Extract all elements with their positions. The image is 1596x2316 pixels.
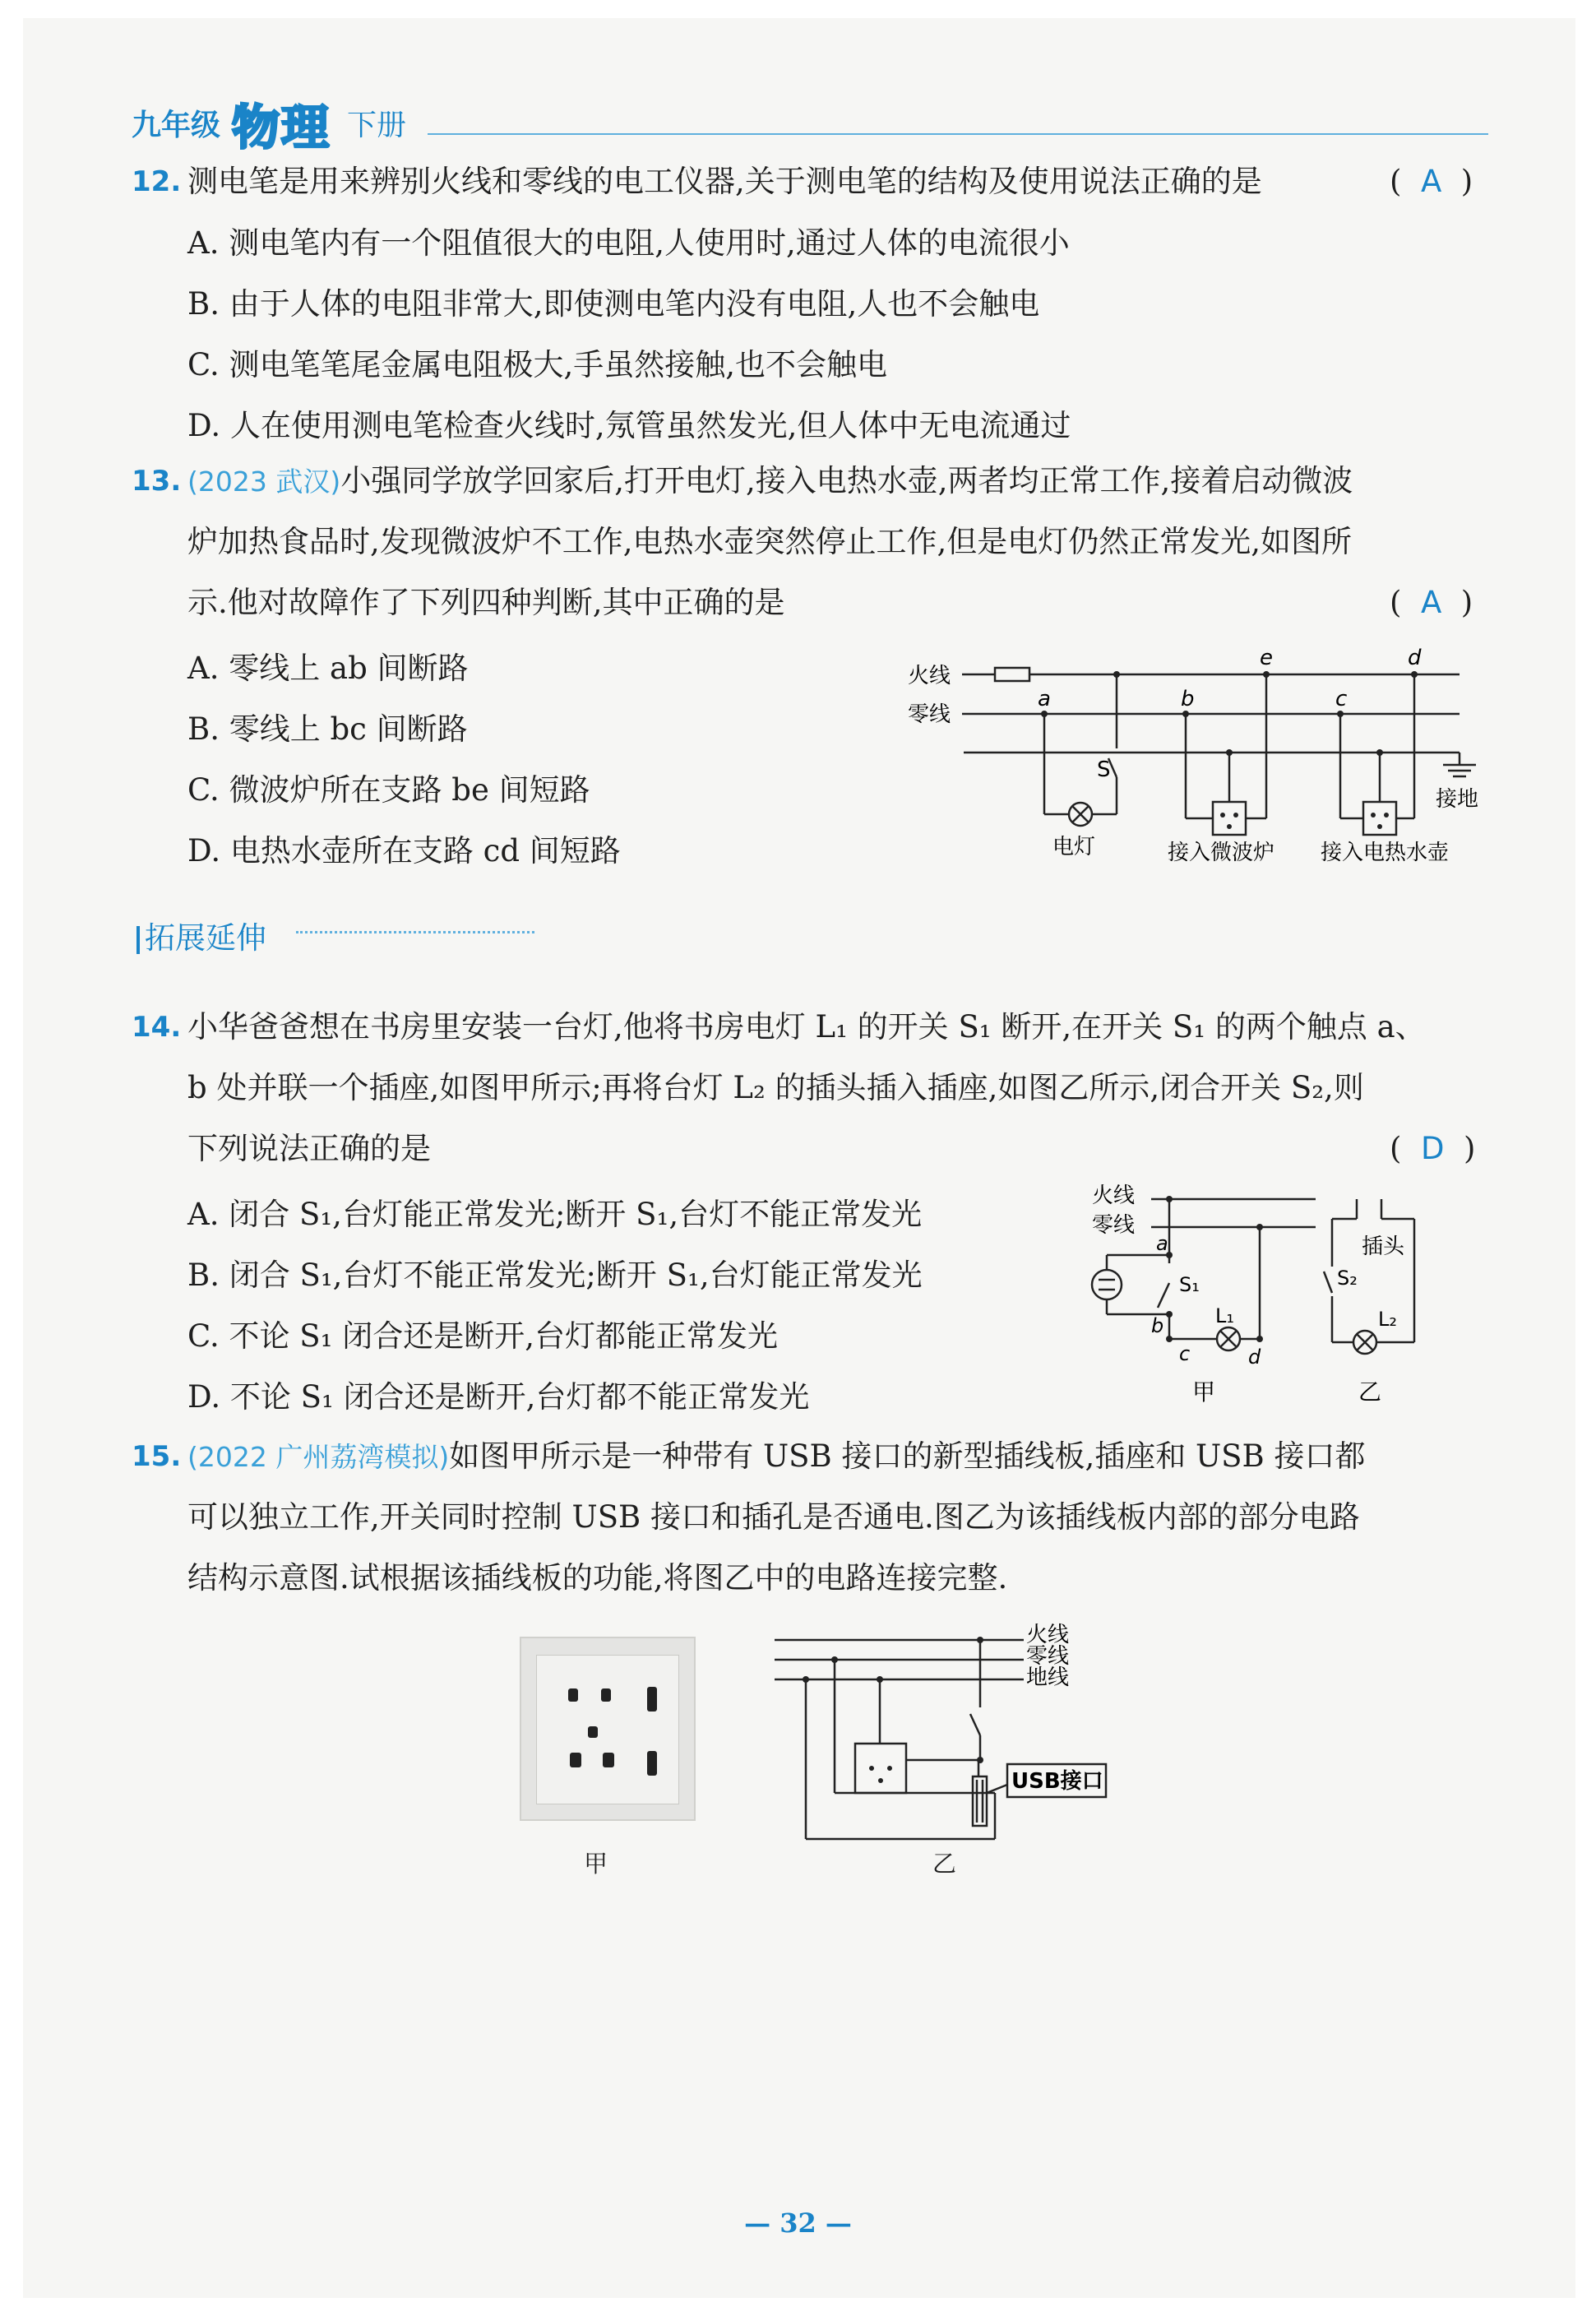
question-number: 12.	[132, 165, 182, 198]
question-stem-line-2: 炉加热食品时,发现微波炉不工作,电热水壶突然停止工作,但是电灯仍然正常发光,如图所	[187, 524, 1353, 559]
question-number: 15.	[132, 1440, 182, 1473]
fig15-jia-label: 甲	[584, 1850, 608, 1878]
fig14-point-c: c	[1179, 1342, 1191, 1365]
question-stem-line-1: 小华爸爸想在书房里安装一台灯,他将书房电灯 L₁ 的开关 S₁ 断开,在开关 S₁ 的两个触点 a、	[187, 1009, 1426, 1045]
fig14-point-a: a	[1156, 1232, 1168, 1255]
answer-q14: ( D )	[1390, 1131, 1476, 1166]
question-stem: 测电笔是用来辨别火线和零线的电工仪器,关于测电笔的结构及使用说法正确的是	[187, 164, 1262, 199]
section-header	[132, 913, 266, 957]
fig15-neutral-label: 零线	[1026, 1644, 1070, 1669]
page-number: — 32 —	[744, 2207, 852, 2239]
section-bar	[136, 926, 140, 954]
fig13-ground-label: 接地	[1436, 787, 1479, 812]
grade-label: 九年级	[132, 109, 221, 142]
option-13-c: C. 微波炉所在支路 be 间短路	[187, 772, 590, 808]
fig14-jia-label: 甲	[1192, 1378, 1216, 1406]
usb-port-top	[647, 1687, 657, 1712]
question-stem-line-3: 示.他对故障作了下列四种判断,其中正确的是	[187, 585, 785, 620]
socket-hole	[601, 1688, 611, 1702]
fig13-live-label: 火线	[908, 664, 951, 688]
option-12-b: B. 由于人体的电阻非常大,即使测电笔内没有电阻,人也不会触电	[187, 286, 1040, 322]
socket-hole	[588, 1726, 598, 1738]
q14-circuit-figure	[1077, 1176, 1488, 1423]
q13-circuit-figure	[904, 642, 1497, 880]
fig13-lamp-label: 电灯	[1052, 835, 1096, 859]
question-stem-line-3: 下列说法正确的是	[187, 1131, 431, 1166]
question-stem-line-2: b 处并联一个插座,如图甲所示;再将台灯 L₂ 的插头插入插座,如图乙所示,闭合开关 S₂,则	[187, 1070, 1364, 1105]
fig13-point-e: e	[1260, 646, 1273, 670]
question-text: 如图甲所示是一种带有 USB 接口的新型插线板,插座和 USB 接口都	[449, 1438, 1366, 1474]
question-number: 13.	[132, 465, 182, 498]
option-14-b: B. 闭合 S₁,台灯不能正常发光;断开 S₁,台灯能正常发光	[187, 1258, 923, 1293]
fig14-live-label: 火线	[1092, 1183, 1136, 1208]
option-13-a: A. 零线上 ab 间断路	[187, 651, 469, 686]
question-stem-line-1	[187, 1426, 1365, 1488]
fig13-point-b: b	[1181, 687, 1195, 711]
section-title: 拓展延伸	[145, 920, 266, 956]
question-stem-line-3: 结构示意图.试根据该插线板的功能,将图乙中的电路连接完整.	[187, 1560, 1008, 1596]
fig14-s2-label: S₂	[1337, 1267, 1358, 1290]
fig14-point-d: d	[1248, 1346, 1261, 1369]
volume-label: 下册	[347, 109, 407, 142]
fig13-point-c: c	[1335, 687, 1348, 711]
answer-letter: A	[1420, 585, 1442, 620]
section-dots	[296, 931, 534, 933]
fig13-neutral-label: 零线	[908, 702, 951, 727]
question-source: (2023 武汉)	[187, 466, 341, 498]
question-source: (2022 广州荔湾模拟)	[187, 1441, 450, 1473]
fig13-point-d: d	[1408, 646, 1422, 670]
fig14-l2-label: L₂	[1378, 1308, 1397, 1331]
answer-letter: A	[1420, 164, 1442, 199]
question-stem-line-1	[187, 451, 1353, 512]
subject-label: 物理	[232, 100, 331, 155]
fig13-point-a: a	[1038, 687, 1051, 711]
socket-hole	[603, 1753, 614, 1767]
fig14-neutral-label: 零线	[1092, 1213, 1136, 1238]
option-13-b: B. 零线上 bc 间断路	[187, 711, 468, 747]
answer-letter: D	[1420, 1131, 1445, 1166]
question-text: 小强同学放学回家后,打开电灯,接入电热水壶,两者均正常工作,接着启动微波	[340, 463, 1353, 498]
fig14-plug-label: 插头	[1362, 1234, 1405, 1259]
answer-q12: ( A )	[1390, 164, 1473, 199]
power-strip-photo	[520, 1637, 696, 1821]
socket-hole	[568, 1688, 578, 1702]
answer-q13: ( A )	[1390, 585, 1473, 620]
fig14-point-b: b	[1151, 1314, 1164, 1337]
socket-hole	[570, 1753, 581, 1767]
fig13-microwave-label: 接入微波炉	[1168, 841, 1275, 865]
q15-circuit-figure	[765, 1612, 1143, 1859]
fig14-yi-label: 乙	[1358, 1378, 1382, 1406]
option-12-c: C. 测电笔笔尾金属电阻极大,手虽然接触,也不会触电	[187, 347, 888, 382]
fig13-kettle-label: 接入电热水壶	[1321, 841, 1450, 865]
option-14-c: C. 不论 S₁ 闭合还是断开,台灯都能正常发光	[187, 1318, 778, 1354]
usb-port-bottom	[647, 1751, 657, 1776]
option-14-a: A. 闭合 S₁,台灯能正常发光;断开 S₁,台灯不能正常发光	[187, 1197, 923, 1232]
fig15-live-label: 火线	[1026, 1623, 1070, 1647]
fig15-usb-label: USB接口	[1011, 1769, 1103, 1794]
option-12-a: A. 测电笔内有一个阻值很大的电阻,人使用时,通过人体的电流很小	[187, 225, 1070, 261]
socket-faceplate	[536, 1655, 679, 1804]
header-rule	[428, 133, 1488, 135]
question-stem-line-2: 可以独立工作,开关同时控制 USB 接口和插孔是否通电.图乙为该插线板内部的部分电路	[187, 1499, 1360, 1535]
fig14-l1-label: L₁	[1215, 1304, 1234, 1327]
question-number: 14.	[132, 1011, 182, 1044]
fig14-s1-label: S₁	[1179, 1273, 1200, 1296]
fig15-yi-label: 乙	[932, 1850, 957, 1878]
option-13-d: D. 电热水壶所在支路 cd 间短路	[187, 833, 621, 868]
fig15-earth-label: 地线	[1026, 1665, 1070, 1690]
option-14-d: D. 不论 S₁ 闭合还是断开,台灯都不能正常发光	[187, 1379, 810, 1415]
page-header	[132, 97, 1488, 155]
option-12-d: D. 人在使用测电笔检查火线时,氖管虽然发光,但人体中无电流通过	[187, 408, 1071, 443]
fig13-switch-label: S	[1097, 757, 1111, 782]
